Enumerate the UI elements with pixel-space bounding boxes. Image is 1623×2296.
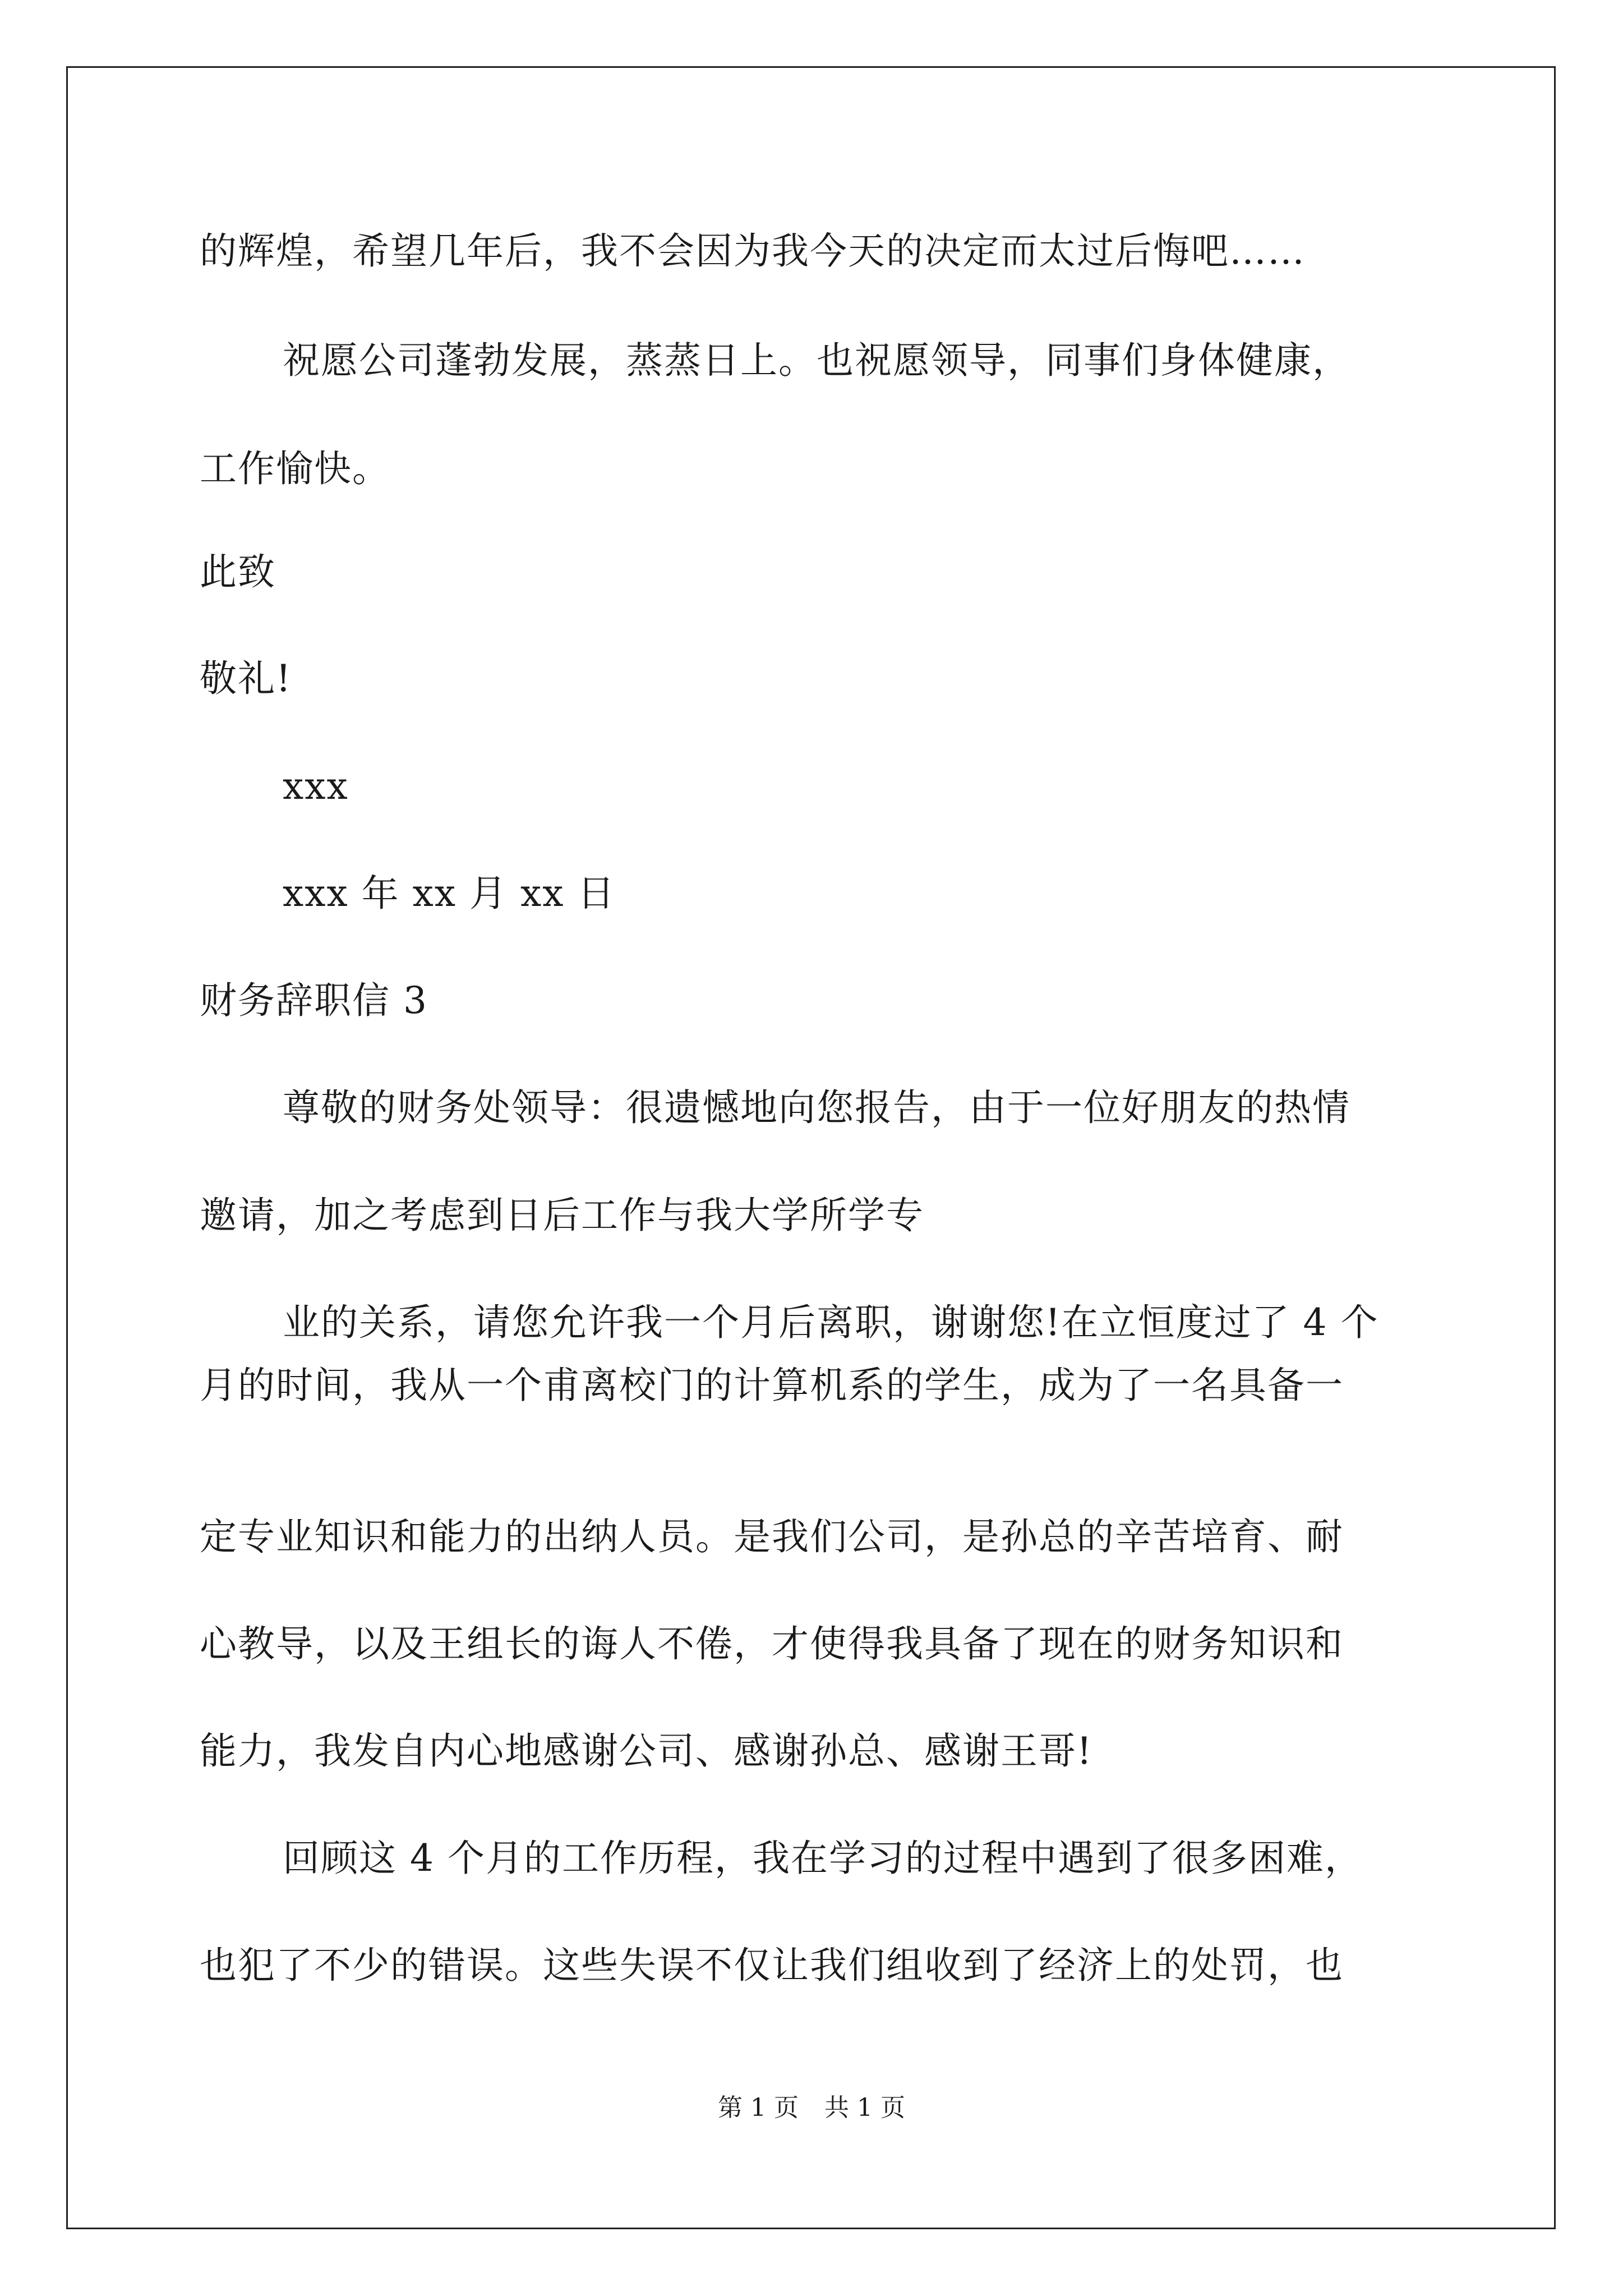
text-line-16: 回顾这 4 个月的工作历程，我在学习的过程中遇到了很多困难， <box>283 1837 1363 1880</box>
page-footer <box>0 2091 1623 2125</box>
text-line-13: 定专业知识和能力的出纳人员。是我们公司，是孙总的辛苦培育、耐 <box>200 1515 1344 1558</box>
text-line-9: 尊敬的财务处领导：很遗憾地向您报告，由于一位好朋友的热情 <box>283 1086 1350 1129</box>
page-number-total: 共 1 页 <box>824 2093 905 2122</box>
salutation-closing: 此致 <box>200 550 276 593</box>
signature-name: xxx <box>283 765 349 808</box>
section-heading: 财务辞职信 3 <box>200 979 428 1022</box>
text-line-1: 的辉煌，希望几年后，我不会因为我今天的决定而太过后悔吧…… <box>200 229 1306 273</box>
text-line-3: 工作愉快。 <box>200 447 390 490</box>
page-number-current: 第 1 页 <box>718 2093 799 2122</box>
text-line-2: 祝愿公司蓬勃发展，蒸蒸日上。也祝愿领导，同事们身体健康， <box>283 339 1350 382</box>
text-line-12: 月的时间，我从一个甫离校门的计算机系的学生，成为了一名具备一 <box>200 1364 1344 1407</box>
salutation-regards: 敬礼! <box>200 657 292 700</box>
text-line-17: 也犯了不少的错误。这些失误不仅让我们组收到了经济上的处罚，也 <box>200 1944 1344 1987</box>
text-line-15: 能力，我发自内心地感谢公司、感谢孙总、感谢王哥! <box>200 1729 1093 1773</box>
signature-date: xxx 年 xx 月 xx 日 <box>283 872 616 915</box>
text-line-10: 邀请，加之考虑到日后工作与我大学所学专 <box>200 1194 924 1237</box>
text-line-11: 业的关系，请您允许我一个月后离职，谢谢您!在立恒度过了 4 个 <box>283 1301 1379 1344</box>
text-line-14: 心教导，以及王组长的诲人不倦，才使得我具备了现在的财务知识和 <box>200 1622 1344 1665</box>
page-border <box>66 66 1556 2229</box>
